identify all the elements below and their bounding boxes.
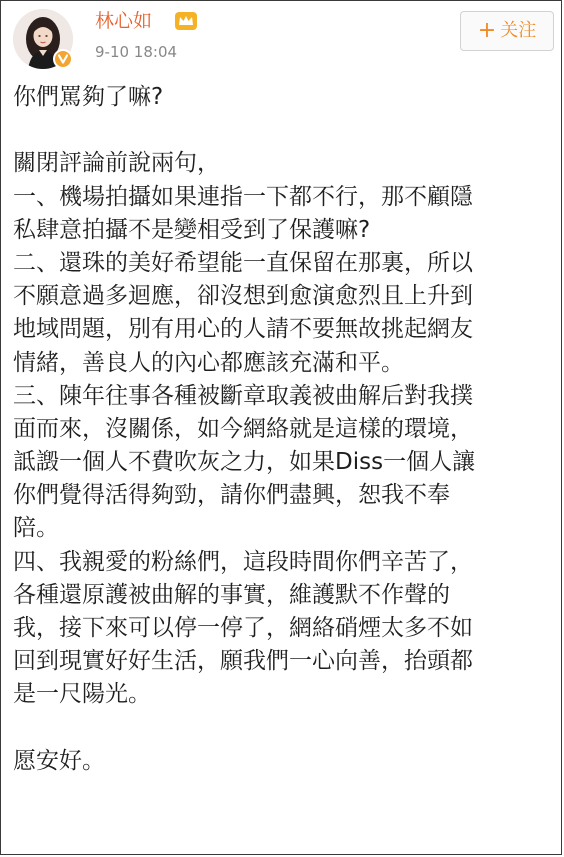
post-text-line: 不願意過多迴應，卻沒想到愈演愈烈且上升到 [13,283,473,310]
post-header [1,1,563,79]
blank-line [13,114,553,147]
post-text-line: 你們覺得活得夠勁，請你們盡興，恕我不奉 [13,482,450,509]
post-timestamp: 9-10 18:04 [95,43,178,61]
post-text-line: 二、還珠的美好希望能一直保留在那裏，所以 [13,249,473,276]
post-text-line: 陪。 [13,515,59,542]
post-text-line: 各種還原護被曲解的事實，維護默不作聲的 [13,581,450,608]
follow-label: 关注 [500,20,537,41]
post-text-line: 一、機場拍攝如果連指一下都不行，那不顧隱 [13,183,473,210]
post-text-line: 關閉評論前說兩句， [13,150,220,177]
post-text-line: 我，接下來可以停一停了，網絡硝煙太多不如 [13,615,473,641]
post-body [13,81,553,778]
post-text-line: 私肆意拍攝不是變相受到了保護嘛? [13,216,371,243]
post-text-line: 情緒，善良人的內心都應該充滿和平。 [13,349,404,376]
follow-button[interactable] [460,11,554,51]
post-text-line: 地域問題，別有用心的人請不要無故挑起網友 [13,316,473,343]
post-text-line: 是一尺陽光。 [13,681,151,708]
blank-line [13,712,553,745]
post-text-line: 三、陳年往事各種被斷章取義被曲解后對我撲 [13,382,473,409]
crown-icon[interactable] [174,11,198,31]
post-text-line: 你們罵夠了嘛? [13,84,164,110]
post-text-line: 面而來，沒關係，如今網絡就是這樣的環境， [13,415,473,442]
post-text-line: 回到現實好好生活，願我們一心向善，抬頭都 [13,648,473,675]
post-text-line: 愿安好。 [13,747,105,774]
post-text-line: 四、我親愛的粉絲們，這段時間你們辛苦了， [13,548,473,575]
post-text-line: 詆譭一個人不費吹灰之力，如果Diss一個人讓 [13,449,476,476]
verified-v-badge-icon [53,49,73,69]
author-name[interactable]: 林心如 [95,10,153,32]
plus-icon: + [477,18,497,43]
